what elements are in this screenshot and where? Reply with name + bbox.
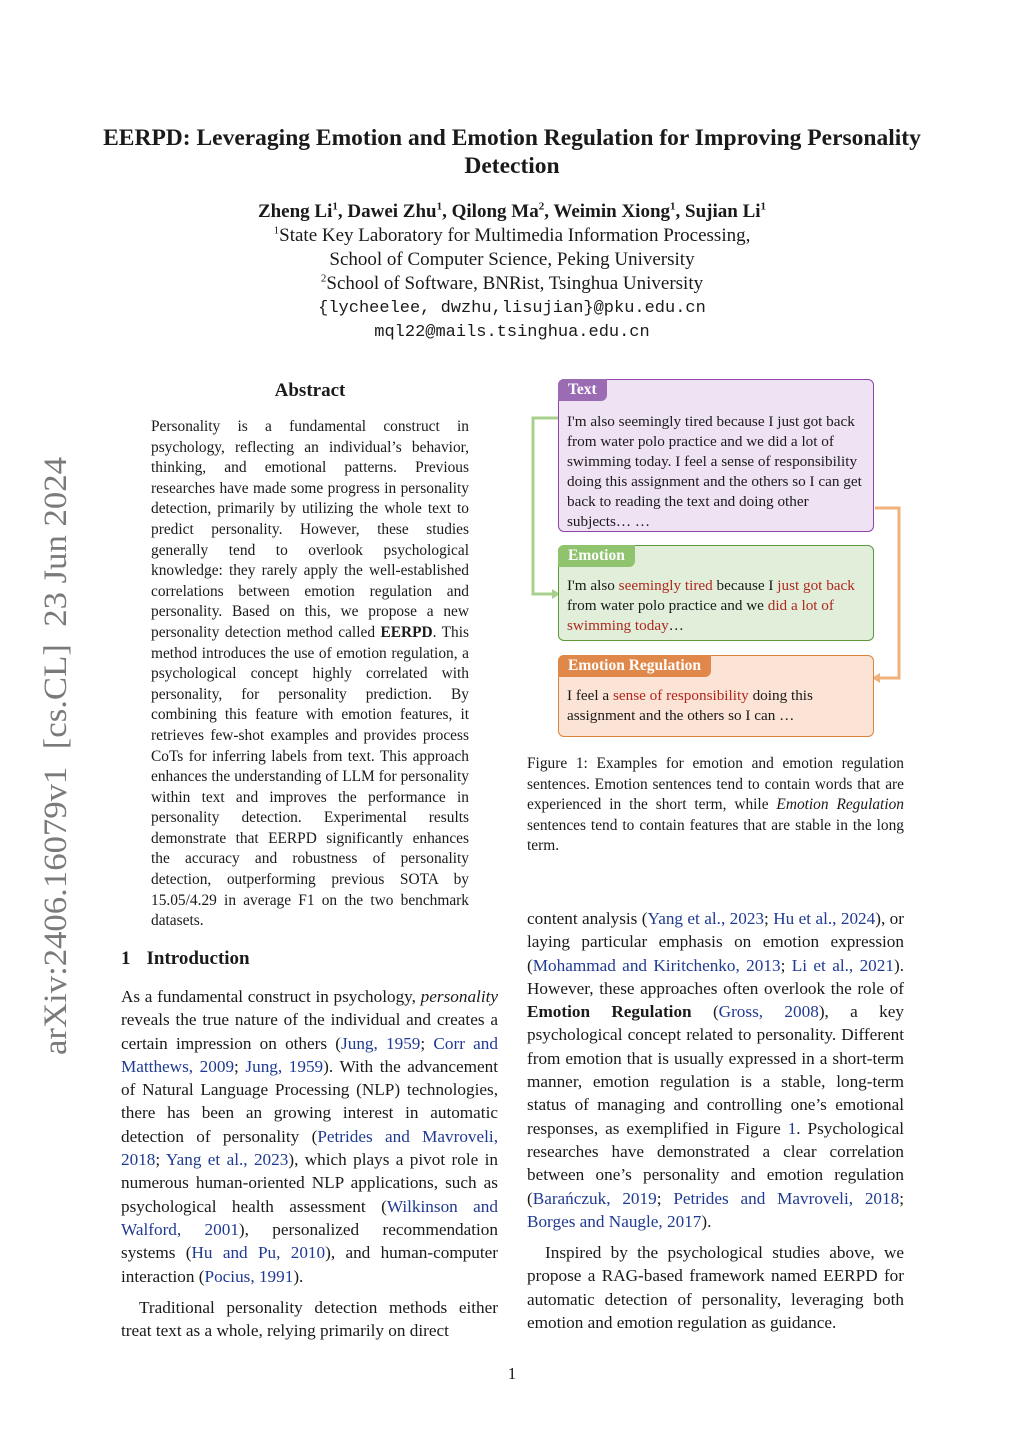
citation-link[interactable]: Li et al., 2021 [791, 955, 894, 975]
figure-reference-link[interactable]: 1 [787, 1118, 797, 1138]
affiliation-2 [100, 272, 924, 296]
method-name: EERPD [380, 623, 433, 641]
section-number: 1 [121, 948, 131, 969]
body-text: ( [691, 1002, 719, 1022]
emotion-regulation-example-box [558, 655, 874, 737]
citation-link[interactable]: Jung, 1959 [341, 1033, 421, 1053]
highlighted-phrase: just got back [777, 577, 855, 594]
citation-link[interactable]: Corr and Matthews, 2009 [121, 1033, 498, 1076]
figure-1 [527, 373, 907, 748]
citation-separator: ; [155, 1150, 166, 1170]
section-title: Introduction [146, 948, 250, 969]
page-number: 1 [507, 1364, 517, 1383]
caption-italic: Emotion Regulation [776, 796, 904, 814]
plain-text: doing this assignment and the others so I can … [567, 687, 813, 724]
citation-separator: ; [420, 1033, 434, 1053]
body-italic: personality [420, 987, 498, 1006]
citation-link[interactable]: Petrides and Mavroveli, 2018 [121, 1126, 498, 1170]
citation-separator: ; [780, 955, 792, 975]
email-tsinghua: mql22@mails.tsinghua.edu.cn [374, 323, 650, 342]
body-text: ). However, these approaches often overlook the role of [527, 955, 904, 998]
citation-link[interactable]: Yang et al., 2023 [165, 1150, 289, 1170]
body-text: ). [701, 1211, 712, 1231]
author-name: Weimin Xiong [553, 201, 671, 222]
author-affiliation: 1 [670, 200, 676, 213]
citation-link[interactable]: Pocius, 1991 [204, 1266, 294, 1286]
author-affiliation: 1 [436, 200, 443, 213]
regulation-box-content [567, 686, 865, 726]
citation-separator: ; [764, 909, 774, 928]
plain-text: from water polo practice and we [567, 597, 768, 614]
emotion-box-content [567, 576, 865, 636]
email-pku: {lycheelee, dwzhu,lisujian}@pku.edu.cn [318, 299, 706, 318]
caption-text: sentences tend to contain features that are stable in the long term. [527, 816, 904, 855]
citation-separator: ; [234, 1056, 246, 1076]
affiliation-sup: 2 [320, 272, 327, 285]
emotion-example-box [558, 545, 874, 641]
intro-left-column [121, 985, 498, 1342]
text-example-box [558, 379, 874, 532]
citation-link[interactable]: Barańczuk, 2019 [532, 1188, 657, 1208]
citation-link[interactable]: Hu et al., 2024 [773, 909, 876, 928]
author-affiliation: 1 [332, 200, 338, 213]
plain-text: … [668, 617, 684, 634]
affiliation-sup: 1 [273, 224, 280, 237]
author-name: Qilong Ma [451, 201, 539, 222]
paper-title: EERPD: Leveraging Emotion and Emotion Regulation for Improving Personality Detection [103, 125, 921, 179]
citation-link[interactable]: Mohammad and Kiritchenko, 2013 [532, 955, 781, 975]
section-heading-introduction [121, 948, 250, 970]
emotion-box-label: Emotion [558, 545, 635, 567]
body-text: reveals the true nature of the individual and creates a certain impression on others ( [121, 1010, 498, 1053]
body-text: ), a key psychological concept related to personality. Different from emotion that is usually expressed in a short-term manner, emotion regulation is a stable, long-term status of managing and controlling one’s emotional responses, as exemplified in Figure [527, 1002, 904, 1138]
intro-paragraph-2: Traditional personality detection methods either treat text as a whole, relying primarily on direct [121, 1297, 498, 1341]
author-name: Zheng Li [257, 201, 333, 222]
text-box-label: Text [558, 379, 607, 401]
citation-link[interactable]: Petrides and Mavroveli, 2018 [673, 1188, 900, 1208]
body-text: As a fundamental construct in psychology, [121, 987, 421, 1006]
body-text: ), and human-computer interaction ( [121, 1243, 499, 1286]
citation-link[interactable]: Yang et al., 2023 [647, 909, 765, 928]
author-affiliation: 2 [538, 200, 545, 213]
intro-right-column [527, 907, 904, 1334]
highlighted-phrase: seemingly tired [618, 577, 713, 594]
affiliation-1 [100, 224, 924, 248]
citation-link[interactable]: Hu and Pu, 2010 [191, 1243, 326, 1263]
body-text: ), which plays a pivot role in numerous human-oriented NLP applications, such as psychological health assessment ( [121, 1150, 498, 1216]
plain-text: I'm also [567, 577, 619, 594]
right-paragraph-2: Inspired by the psychological studies above, we propose a RAG-based framework named EERPD for automatic detection of personality, leveraging both emotion and emotion regulation as guidance. [527, 1243, 904, 1333]
plain-text: I feel a [567, 687, 613, 704]
body-text: ), personalized recommendation systems ( [121, 1219, 498, 1263]
highlighted-phrase: sense of responsibility [612, 687, 749, 704]
regulation-box-label: Emotion Regulation [558, 655, 711, 677]
body-bold: Emotion Regulation [527, 1002, 692, 1022]
body-text: ). [293, 1266, 304, 1286]
caption-text: Figure 1: Examples for emotion and emotion regulation sentences. Emotion sentences tend to contain words that are experienced in the short term, while [527, 755, 904, 814]
abstract-body [151, 417, 469, 932]
citation-separator: ; [656, 1188, 674, 1208]
text-box-content: I'm also seemingly tired because I just got back from water polo practice and we did a lot of swimming today. I feel a sense of responsibility doing this assignment and the others so I can get back to reading the text and doing other subjects… … [567, 413, 862, 530]
affiliation-line: School of Software, BNRist, Tsinghua University [326, 273, 704, 294]
body-text: . Psychological researches have demonstrated a clear correlation between one’s personality and emotion regulation ( [527, 1118, 904, 1208]
citation-link[interactable]: Borges and Naugle, 2017 [527, 1211, 702, 1231]
arxiv-stamp [14, 450, 84, 1060]
citation-link[interactable]: Jung, 1959 [245, 1056, 324, 1076]
abstract-text: . This method introduces the use of emotion regulation, a psychological concept highly correlated with personality, for personality prediction. By combining this feature with emotion features, it retrieves few-shot examples and provides process CoTs for inferring labels from text. This approach enhances the understanding of LLM for personality within text and improves the performance in personality detection. Experimental results demonstrate that EERPD significantly enhances the accuracy and robustness of personality detection, outperforming previous SOTA by 15.05/4.29 in average F1 on the two benchmark datasets. [151, 623, 469, 930]
abstract-heading: Abstract [274, 380, 346, 401]
author-name: Dawei Zhu [347, 201, 437, 222]
citation-link[interactable]: Wilkinson and Walford, 2001 [121, 1196, 498, 1239]
arxiv-id: arXiv:2406.16079v1 [cs.CL] 23 Jun 2024 [38, 486, 74, 1055]
body-text: ), or laying particular emphasis on emotion expression ( [527, 909, 904, 975]
body-text: ). With the advancement of Natural Language Processing (NLP) technologies, there has been an growing interest in automatic detection of personality ( [121, 1056, 498, 1146]
citation-link[interactable]: Gross, 2008 [718, 1002, 819, 1022]
plain-text: because I [712, 577, 778, 594]
figure-1-caption [527, 754, 904, 857]
author-name: Sujian Li [685, 201, 761, 222]
affiliation-line: State Key Laboratory for Multimedia Information Processing, [279, 225, 751, 246]
affiliation-1b: School of Computer Science, Peking University [329, 249, 695, 270]
body-text: content analysis ( [527, 909, 648, 928]
author-affiliation: 1 [760, 200, 767, 213]
citation-separator: ; [899, 1188, 904, 1208]
highlighted-phrase: did a lot of swimming today [567, 597, 834, 634]
abstract-text: Personality is a fundamental construct in psychology, reflecting an individual’s behavior, thinking, and emotional patterns. Previous researches have made some progress in personality detection, primarily by utilizing the whole text to predict personality. However, these studies generally tend to overlook psychological knowledge: they rarely apply the well-established correlations between emotion regulation and personality. Based on this, we propose a new personality detection method called [151, 418, 469, 641]
author-list: Zheng Li$^1$, Dawei Zhu$^1$, Qilong Ma$^2$, Weimin Xiong$^1$, Sujian Li$^1$ [257, 200, 767, 222]
